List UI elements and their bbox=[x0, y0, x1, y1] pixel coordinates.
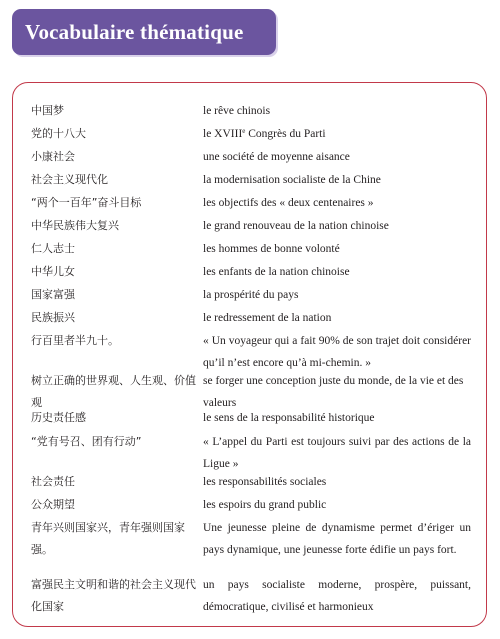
section-title-tab bbox=[12, 9, 276, 55]
french-translation: « Un voyageur qui a fait 90% de son trajet doit considérer qu’il n’est encore qu’à mi-chemin. » bbox=[203, 335, 471, 369]
french-text: le XVIII bbox=[203, 128, 243, 140]
french-translation: le rêve chinois bbox=[203, 105, 271, 117]
french-text: Congrès du Parti bbox=[245, 128, 326, 140]
chinese-term: 仁人志士 bbox=[31, 242, 75, 255]
chinese-term: 树立正确的世界观、人生观、价值观 bbox=[31, 374, 196, 409]
chinese-term: 行百里者半九十。 bbox=[31, 334, 119, 347]
chinese-term: 中国梦 bbox=[31, 104, 64, 117]
chinese-term: 社会主义现代化 bbox=[31, 173, 108, 186]
french-translation: les enfants de la nation chinoise bbox=[203, 266, 350, 278]
french-translation: le sens de la responsabilité historique bbox=[203, 412, 375, 424]
chinese-term: 国家富强 bbox=[31, 288, 75, 301]
chinese-term: 社会责任 bbox=[31, 475, 75, 488]
french-translation bbox=[203, 123, 471, 145]
french-translation: se forger une conception juste du monde, de la vie et des valeurs bbox=[203, 375, 464, 409]
french-translation: la prospérité du pays bbox=[203, 289, 299, 301]
chinese-term: 中华儿女 bbox=[31, 265, 75, 278]
french-translation: les espoirs du grand public bbox=[203, 499, 327, 511]
french-translation: les hommes de bonne volonté bbox=[203, 243, 340, 255]
chinese-term: 党的十八大 bbox=[31, 127, 86, 140]
chinese-term: 富强民主文明和谐的社会主义现代化国家 bbox=[31, 578, 196, 613]
ordinal-superscript: e bbox=[242, 127, 246, 135]
french-translation: le redressement de la nation bbox=[203, 312, 332, 324]
chinese-term: 公众期望 bbox=[31, 498, 75, 511]
section-title: Vocabulaire thématique bbox=[25, 19, 244, 44]
chinese-term: “党有号召、团有行动” bbox=[31, 435, 142, 448]
vocabulary-box bbox=[12, 82, 487, 627]
french-translation: la modernisation socialiste de la Chine bbox=[203, 174, 381, 186]
french-translation: les objectifs des « deux centenaires » bbox=[203, 197, 374, 209]
chinese-term: 小康社会 bbox=[31, 150, 75, 163]
french-translation: un pays socialiste moderne, prospère, puissant, démocratique, civilisé et harmonieux bbox=[203, 579, 471, 613]
chinese-term: 民族振兴 bbox=[31, 311, 75, 324]
chinese-term: 历史责任感 bbox=[31, 411, 86, 424]
chinese-term: 中华民族伟大复兴 bbox=[31, 219, 119, 232]
chinese-term: “两个一百年”奋斗目标 bbox=[31, 196, 142, 209]
french-translation: le grand renouveau de la nation chinoise bbox=[203, 220, 389, 232]
french-translation: les responsabilités sociales bbox=[203, 476, 327, 488]
french-translation: « L’appel du Parti est toujours suivi par des actions de la Ligue » bbox=[203, 436, 471, 470]
chinese-term: 青年兴则国家兴，青年强则国家强。 bbox=[31, 521, 185, 556]
french-translation: une société de moyenne aisance bbox=[203, 151, 350, 163]
french-translation: Une jeunesse pleine de dynamisme permet d’ériger un pays dynamique, une jeunesse forte édifie un pays fort. bbox=[203, 522, 471, 556]
